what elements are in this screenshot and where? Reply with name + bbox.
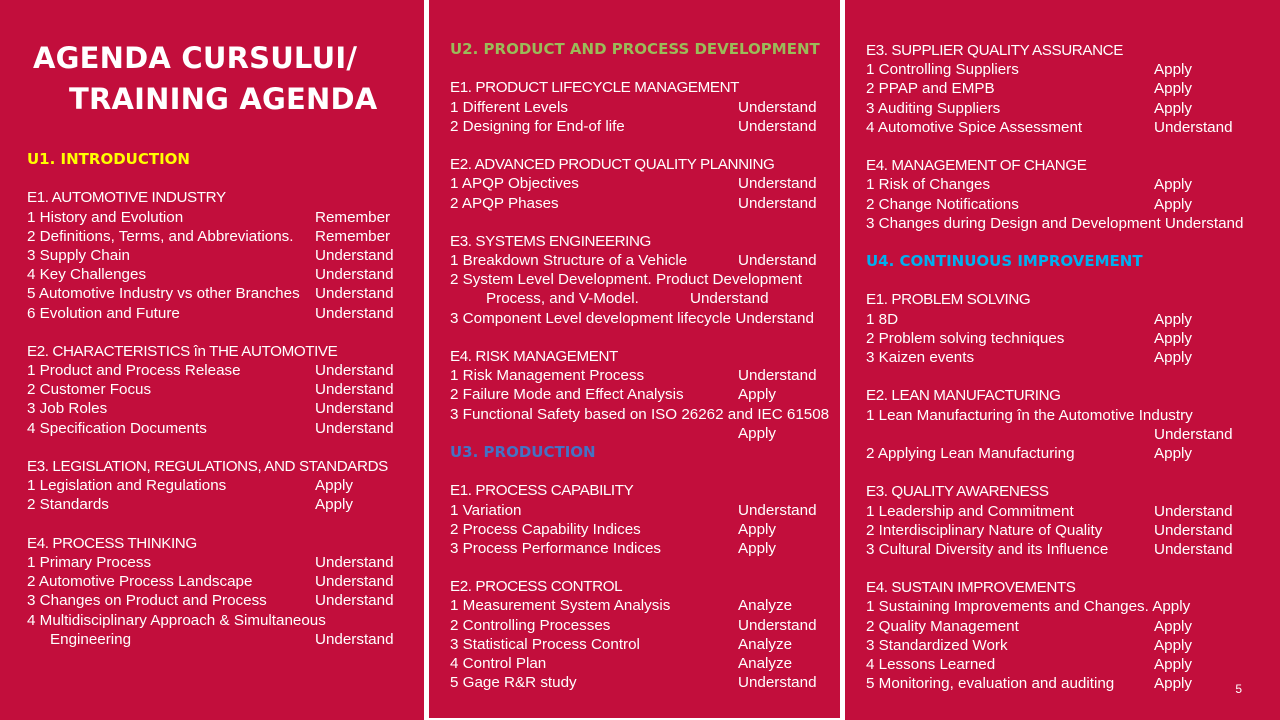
level-label: Understand (315, 285, 394, 303)
level-label: Apply (315, 477, 353, 495)
agenda-item: 2 Process Capability Indices Apply (450, 520, 776, 538)
agenda-item: 5 Gage R&R study Understand (450, 674, 817, 692)
agenda-item: 4 Specification Documents Understand (27, 419, 394, 437)
agenda-title (33, 38, 377, 120)
agenda-item: 5 Automotive Industry vs other Branches Understand (27, 285, 394, 303)
agenda-item: 3 Kaizen events Apply (866, 349, 1192, 366)
level-label: Apply (1154, 80, 1192, 98)
level-label: Understand (1154, 118, 1233, 136)
agenda-item: 2 Controlling Processes Understand (450, 616, 817, 634)
agenda-item: 1 Sustaining Improvements and Changes. Apply (866, 598, 1191, 616)
section-heading-u2-e1: E1. PRODUCT LIFECYCLE MANAGEMENT (450, 79, 740, 97)
section-heading-u4-e3: E3. QUALITY AWARENESS (866, 483, 1049, 501)
agenda-item: 4 Lessons Learned Apply (866, 656, 1192, 673)
level-label: Apply (1154, 444, 1192, 462)
agenda-item: 3 Functional Safety based on ISO 26262 and IEC 61508 (450, 405, 830, 423)
agenda-item: 1 Controlling Suppliers Apply (866, 61, 1192, 79)
level-label: Understand (738, 175, 817, 193)
section-heading-u2-e4: E4. RISK MANAGEMENT (450, 348, 618, 365)
level-label: Understand (1154, 521, 1233, 539)
section-heading-u4-e1: E1. PROBLEM SOLVING (866, 291, 1031, 309)
agenda-item: 3 Process Performance Indices Apply (450, 539, 776, 557)
agenda-item: 1 Risk of Changes Apply (866, 176, 1192, 194)
level-label: Apply (738, 539, 776, 557)
unit-heading-u1: U1. INTRODUCTION (27, 150, 190, 168)
agenda-item: 2 Standards Apply (27, 496, 353, 514)
level-label: Remember (315, 208, 391, 226)
level-label: Understand (1164, 214, 1244, 232)
agenda-item: 1 Primary Process Understand (27, 553, 394, 571)
agenda-item-continued: Engineering Understand (50, 630, 394, 648)
level-label: Analyze (738, 655, 793, 672)
agenda-item: 1 Leadership and Commitment Understand (866, 502, 1233, 520)
agenda-item: 3 Standardized Work Apply (866, 636, 1192, 654)
unit-heading-u2: U2. PRODUCT AND PROCESS DEVELOPMENT (450, 40, 820, 58)
agenda-item: 3 Changes during Design and Development Understand (866, 214, 1244, 232)
agenda-item: 1 Different Levels Understand (450, 98, 817, 116)
level-label: Apply (738, 520, 776, 538)
level-label: Apply (1154, 310, 1192, 328)
agenda-item: 5 Monitoring, evaluation and auditing Apply (866, 675, 1192, 693)
section-heading-u1-e1: E1. AUTOMOTIVE INDUSTRY (27, 189, 226, 207)
agenda-item: 1 History and Evolution Remember (27, 208, 391, 226)
level-label: Apply (1154, 329, 1192, 347)
agenda-item: 1 Product and Process Release Understand (27, 362, 394, 380)
agenda-item: 6 Evolution and Future Understand (27, 304, 394, 322)
agenda-item: 2 Applying Lean Manufacturing Apply (866, 444, 1192, 462)
agenda-item-continued (450, 424, 840, 443)
level-label: Apply (1152, 598, 1191, 616)
agenda-item: 1 APQP Objectives Understand (450, 175, 817, 193)
agenda-item: 4 Control Plan Analyze (450, 655, 793, 672)
section-heading-u3-e4: E4. MANAGEMENT OF CHANGE (866, 157, 1087, 175)
level-label: Apply (1154, 61, 1192, 79)
agenda-item: 3 Supply Chain Understand (27, 246, 394, 264)
section-heading-u3-e3: E3. SUPPLIER QUALITY ASSURANCE (866, 42, 1123, 59)
title-line-1: AGENDA CURSULUI/ (33, 41, 358, 75)
agenda-item: 1 Risk Management Process Understand (450, 367, 817, 385)
level-label: Understand (315, 592, 394, 610)
level-label: Apply (738, 424, 776, 442)
agenda-item-continued (866, 425, 1266, 444)
column-2 (450, 40, 840, 692)
agenda-item: 3 Job Roles Understand (27, 400, 394, 418)
section-heading-u2-e2: E2. ADVANCED PRODUCT QUALITY PLANNING (450, 156, 775, 174)
level-label: Understand (315, 246, 394, 264)
level-label: Understand (315, 304, 394, 322)
section-heading-u1-e4: E4. PROCESS THINKING (27, 534, 197, 552)
level-label: Understand (738, 252, 817, 270)
agenda-item: 2 Interdisciplinary Nature of Quality Understand (866, 521, 1233, 539)
section-heading-u1-e3: E3. LEGISLATION, REGULATIONS, AND STANDARDS (27, 458, 388, 475)
page-number: 5 (1235, 682, 1242, 696)
level-label: Understand (738, 98, 817, 116)
agenda-item: 4 Key Challenges Understand (27, 266, 394, 284)
level-label: Understand (315, 381, 394, 399)
agenda-item: 4 Multidisciplinary Approach & Simultaneous (27, 611, 326, 629)
level-label: Apply (1154, 636, 1192, 654)
agenda-item: 2 PPAP and EMPB Apply (866, 80, 1192, 98)
level-label: Understand (315, 573, 394, 591)
unit-heading-u3: U3. PRODUCTION (450, 442, 596, 461)
level-label: Apply (738, 386, 776, 404)
section-heading-u4-e2: E2. LEAN MANUFACTURING (866, 387, 1061, 405)
agenda-item: 2 Quality Management Apply (866, 617, 1192, 635)
level-label: Understand (738, 117, 817, 135)
agenda-item: 3 Component Level development lifecycle Understand (450, 309, 814, 327)
section-heading-u2-e3: E3. SYSTEMS ENGINEERING (450, 232, 651, 250)
level-label: Apply (1154, 656, 1192, 673)
level-label: Understand (1154, 502, 1233, 520)
agenda-item: 1 Lean Manufacturing în the Automotive Industry (866, 406, 1193, 424)
agenda-item: 2 Definitions, Terms, and Abbreviations. Remember (27, 227, 391, 245)
level-label: Understand (1154, 425, 1233, 443)
agenda-item: 2 System Level Development. Product Development (450, 271, 803, 289)
level-label: Understand (1154, 540, 1233, 558)
agenda-item: 3 Changes on Product and Process Understand (27, 592, 394, 610)
level-label: Apply (1154, 675, 1192, 693)
level-label: Apply (1154, 349, 1192, 366)
level-label: Understand (738, 367, 817, 385)
level-label: Understand (315, 400, 394, 418)
level-label: Remember (315, 227, 391, 245)
level-label: Understand (315, 553, 394, 571)
level-label: Understand (315, 419, 394, 437)
section-heading-u4-e4: E4. SUSTAIN IMPROVEMENTS (866, 579, 1076, 597)
level-label: Apply (1154, 176, 1192, 194)
agenda-item: 4 Automotive Spice Assessment Understand (866, 118, 1233, 136)
agenda-item: 2 Automotive Process Landscape Understand (27, 573, 394, 591)
level-label: Understand (315, 266, 394, 284)
column-3 (866, 41, 1266, 693)
level-label: Understand (738, 674, 817, 692)
agenda-item: 3 Statistical Process Control Analyze (450, 635, 793, 653)
level-label: Understand (735, 309, 814, 327)
level-label: Apply (1154, 99, 1192, 117)
agenda-item: 2 Problem solving techniques Apply (866, 329, 1192, 347)
middle-panel (429, 0, 840, 718)
level-label: Understand (738, 501, 817, 519)
level-label: Understand (738, 616, 817, 634)
agenda-item: 2 Customer Focus Understand (27, 381, 394, 399)
agenda-item: 2 APQP Phases Understand (450, 194, 817, 212)
level-label: Understand (315, 362, 394, 380)
left-panel (0, 0, 424, 720)
column-1 (27, 150, 407, 649)
agenda-item: 3 Cultural Diversity and its Influence Understand (866, 540, 1233, 558)
level-label: Apply (1154, 617, 1192, 635)
agenda-item: 2 Designing for End-of life Understand (450, 117, 817, 135)
section-heading-u1-e2: E2. CHARACTERISTICS în THE AUTOMOTIVE (27, 342, 338, 360)
section-heading-u3-e2: E2. PROCESS CONTROL (450, 578, 623, 596)
level-label: Analyze (738, 635, 793, 653)
agenda-item: 3 Auditing Suppliers Apply (866, 99, 1192, 117)
level-label: Understand (690, 290, 769, 308)
agenda-item: 1 8D Apply (866, 310, 1192, 328)
agenda-item: 1 Breakdown Structure of a Vehicle Understand (450, 252, 817, 270)
section-heading-u3-e1: E1. PROCESS CAPABILITY (450, 482, 634, 500)
right-panel (845, 0, 1280, 720)
unit-heading-u4: U4. CONTINUOUS IMPROVEMENT (866, 252, 1143, 271)
agenda-item: 1 Legislation and Regulations Apply (27, 477, 353, 495)
agenda-item-continued: Process, and V-Model. Understand (486, 290, 769, 308)
level-label: Analyze (738, 597, 793, 615)
level-label: Apply (1154, 195, 1192, 213)
level-label: Understand (738, 194, 817, 212)
agenda-item: 2 Failure Mode and Effect Analysis Apply (450, 386, 776, 404)
title-line-2: TRAINING AGENDA (69, 82, 378, 116)
agenda-item: 2 Change Notifications Apply (866, 195, 1192, 213)
agenda-item: 1 Measurement System Analysis Analyze (450, 597, 793, 615)
level-label: Apply (315, 496, 353, 514)
agenda-item: 1 Variation Understand (450, 501, 817, 519)
level-label: Understand (315, 630, 394, 648)
